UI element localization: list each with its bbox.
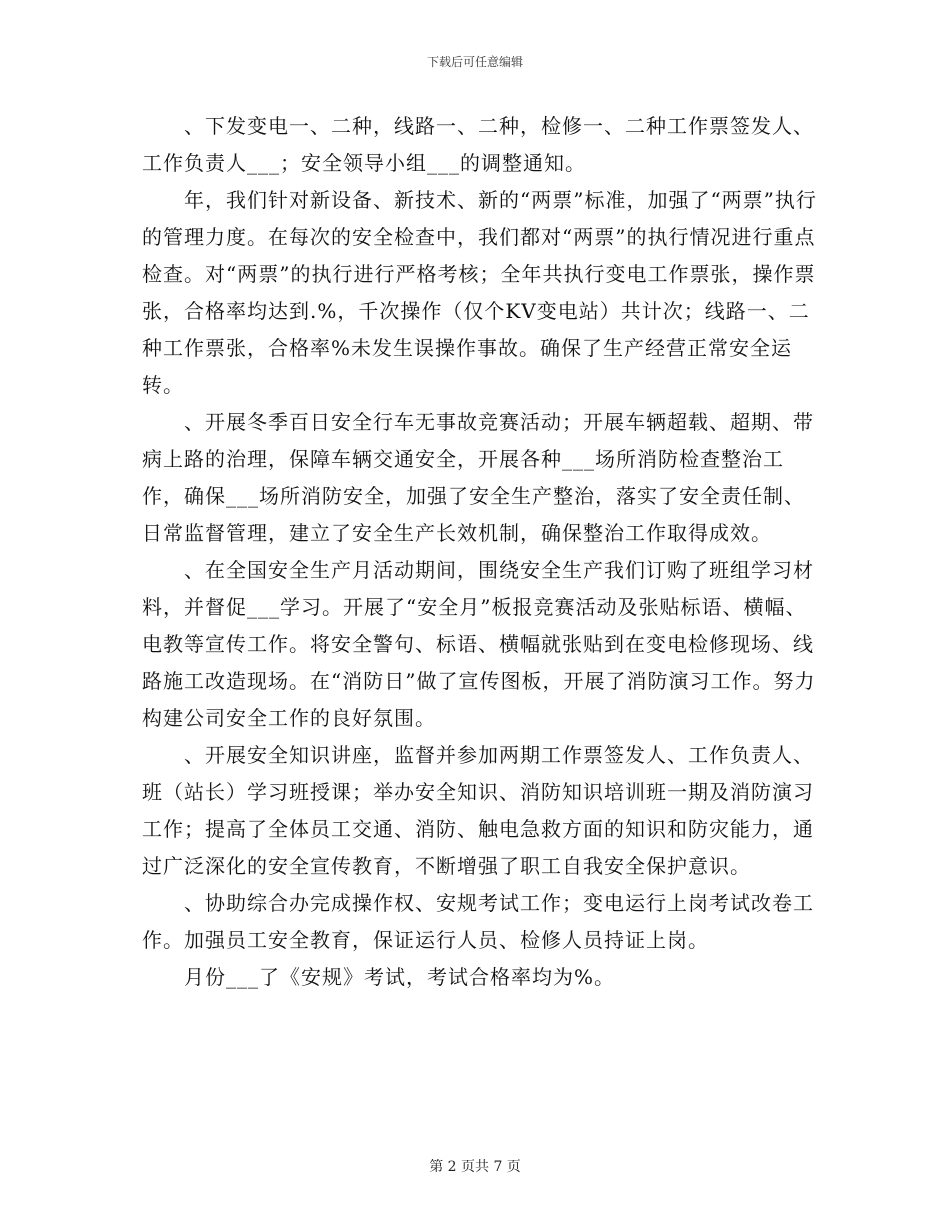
paragraph: 年，我们针对新设备、新技术、新的“两票”标准，加强了“两票”执行的管理力度。在每次的安全检查中，我们都对“两票”的执行情况进行重点检查。对“两票”的执行进行严格考核；全年共执行变电工作票张，操作票张，合格率均达到.%，千次操作（仅个KV变电站）共计次；线路一、二种工作票张，合格率%未发生误操作事故。确保了生产经营正常安全运转。	[142, 188, 817, 397]
page-header: 下载后可任意编辑	[426, 55, 523, 69]
paragraph: 、下发变电一、二种，线路一、二种，检修一、二种工作票签发人、工作负责人___；安全领导小组___的调整通知。	[142, 114, 814, 175]
paragraph: 、协助综合办完成操作权、安规考试工作；变电运行上岗考试改卷工作。加强员工安全教育，保证运行人员、检修人员持证上岗。	[142, 891, 814, 952]
paragraph: 、开展冬季百日安全行车无事故竞赛活动；开展车辆超载、超期、带病上路的治理，保障车辆交通安全，开展各种___场所消防检查整治工作，确保___场所消防安全，加强了安全生产整治，落实了安全责任制、日常监督管理，建立了安全生产长效机制，确保整治工作取得成效。	[142, 410, 814, 545]
paragraph: 、在全国安全生产月活动期间，围绕安全生产我们订购了班组学习材料，并督促___学习。开展了“安全月”板报竞赛活动及张贴标语、横幅、电教等宣传工作。将安全警句、标语、横幅就张贴到在变电检修现场、线路施工改造现场。在“消防日”做了宣传图板，开展了消防演习工作。努力构建公司安全工作的良好氛围。	[142, 558, 816, 730]
page-number-footer: 第 2 页共 7 页	[429, 1159, 521, 1175]
paragraph: 、开展安全知识讲座，监督并参加两期工作票签发人、工作负责人、班（站长）学习班授课；举办安全知识、消防知识培训班一期及消防演习工作；提高了全体员工交通、消防、触电急救方面的知识和防灾能力，通过广泛深化的安全宣传教育，不断增强了职工自我安全保护意识。	[142, 743, 814, 878]
document-body	[142, 108, 822, 996]
paragraph: 月份___了《安规》考试，考试合格率均为%。	[184, 965, 616, 989]
